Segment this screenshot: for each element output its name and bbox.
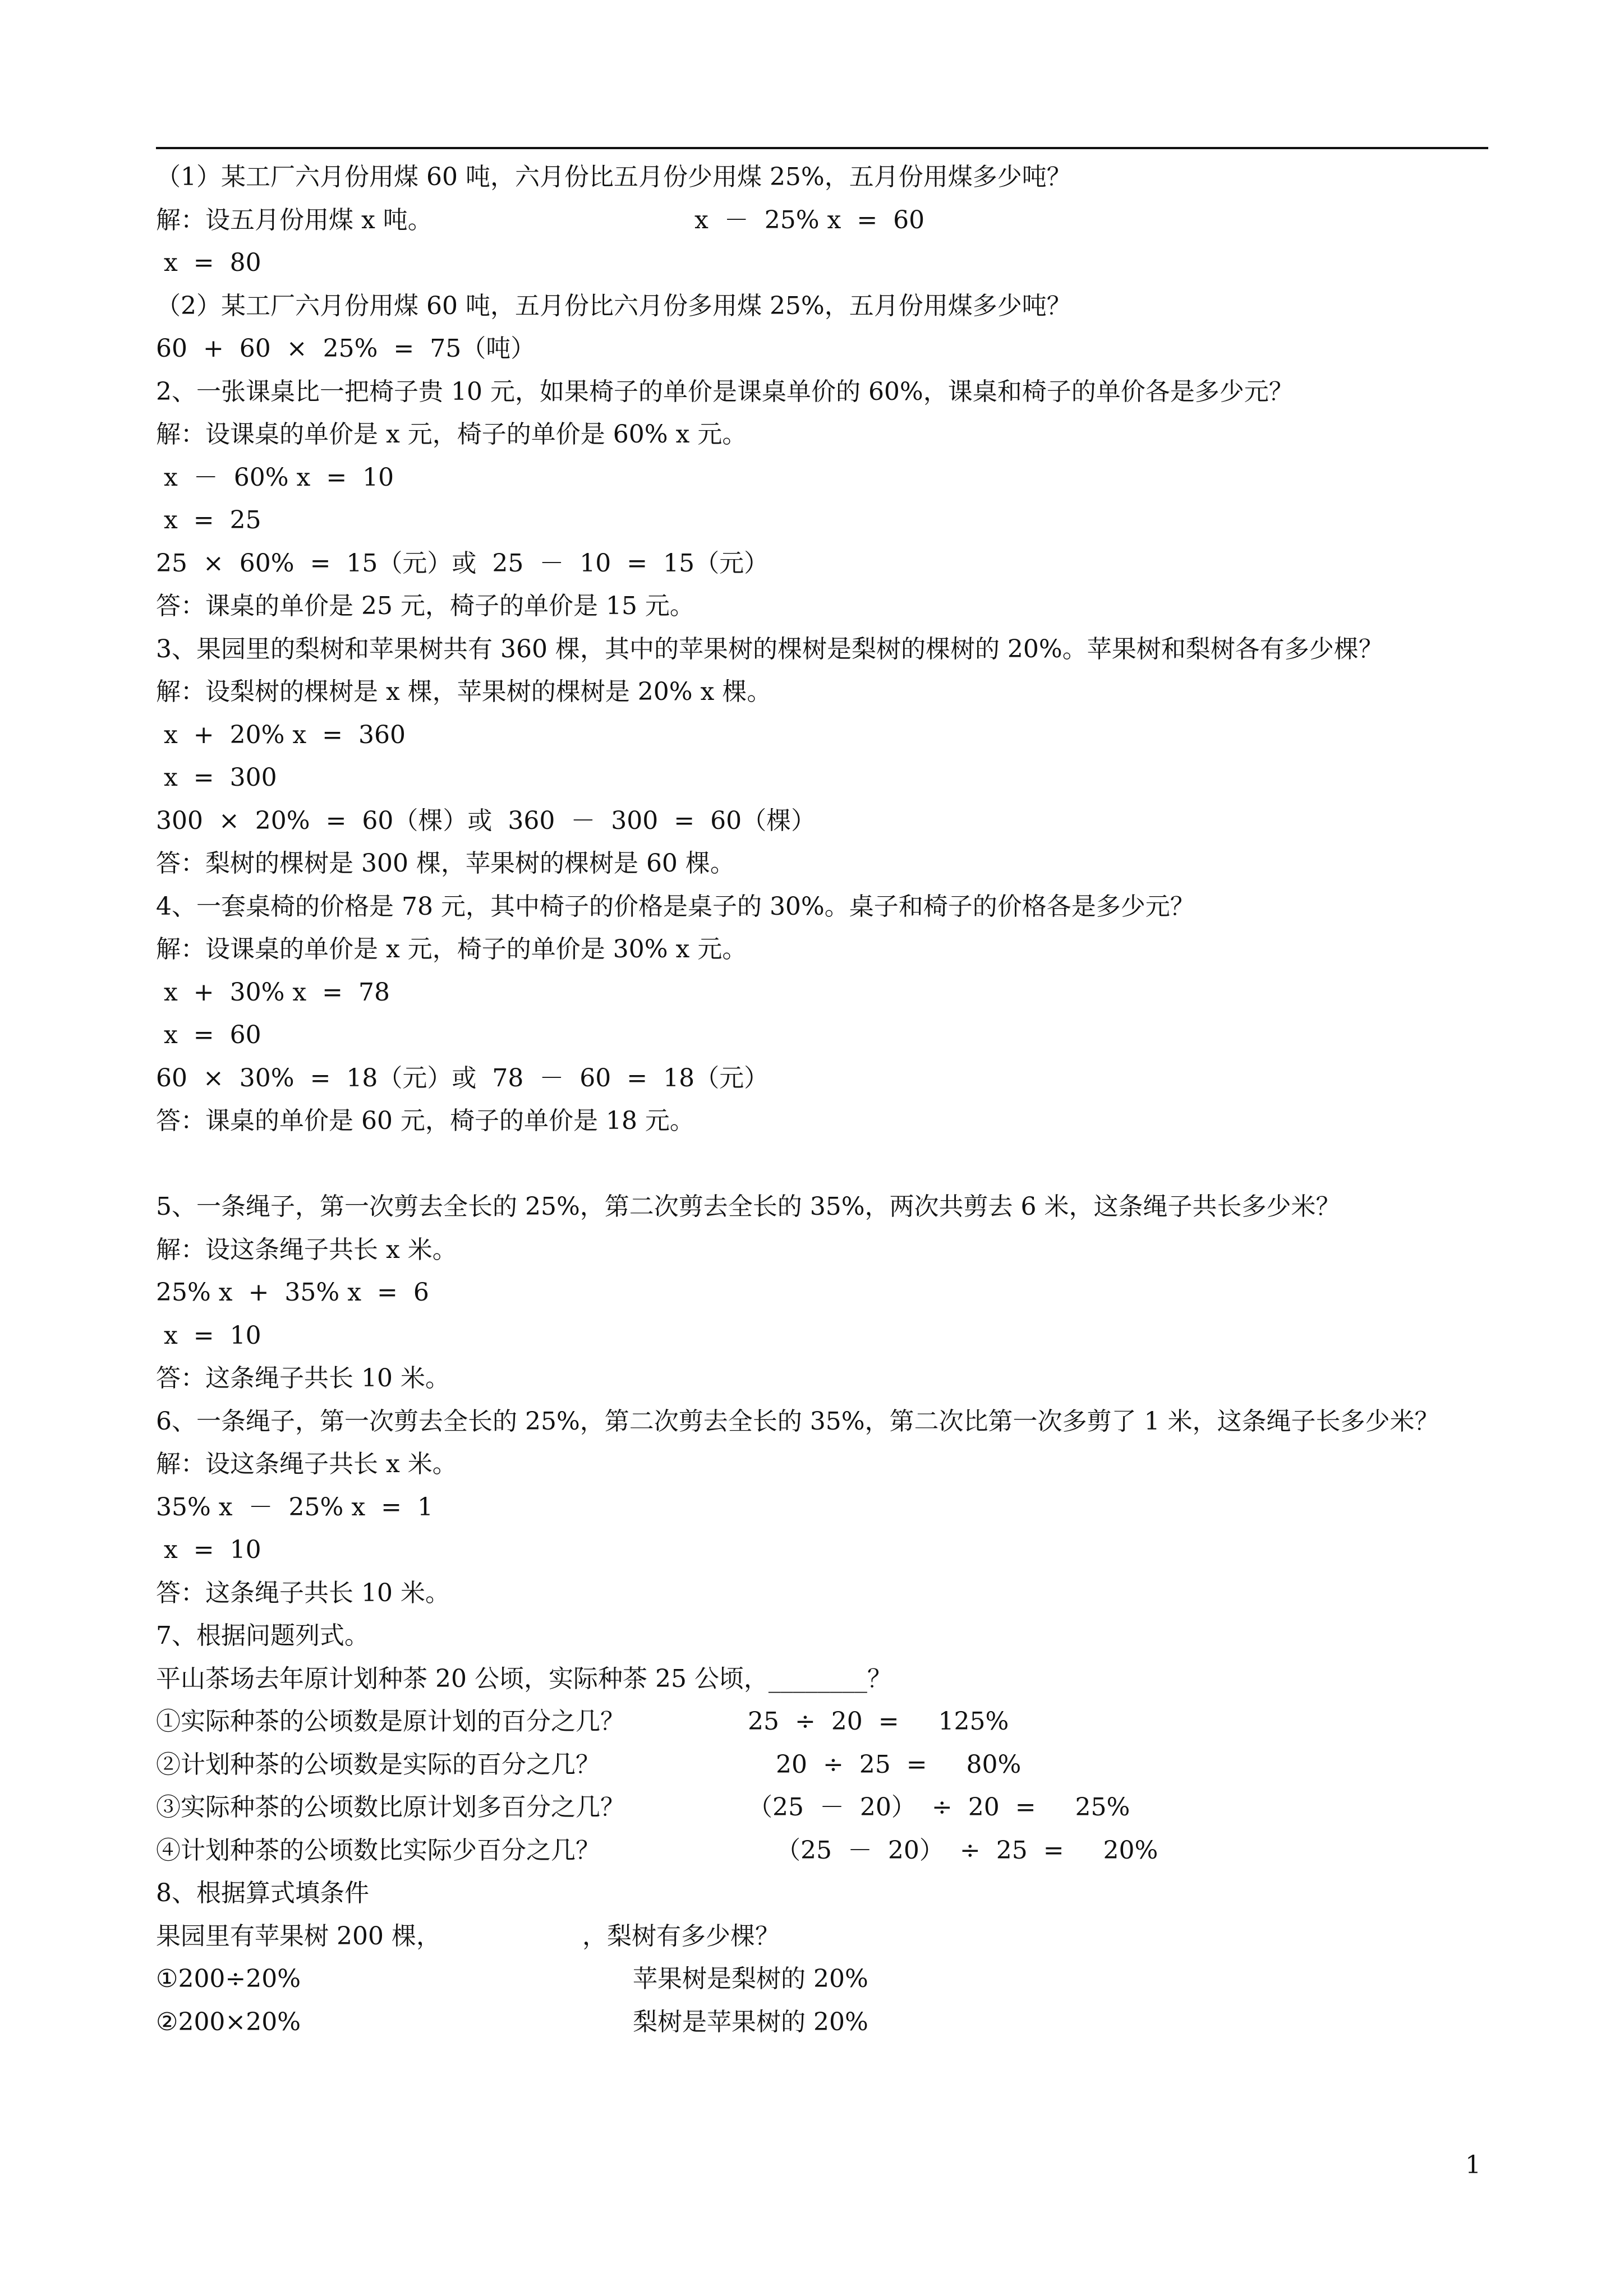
problem-2-x: x = 25 <box>156 506 261 534</box>
problem-7-item-1 <box>156 1700 1488 1744</box>
problem-3-x: x = 300 <box>156 763 277 792</box>
problem-4-calc: 60 × 30% = 18（元）或 78 － 60 = 18（元） <box>156 1063 769 1092</box>
item-formula: （25 － 20） ÷ 20 = 25% <box>748 1793 1130 1822</box>
problem-3-calc: 300 × 20% = 60（棵）或 360 － 300 = 60（棵） <box>156 806 816 835</box>
problem-2-question: 2、一张课桌比一把椅子贵 10 元，如果椅子的单价是课桌单价的 60%，课桌和椅子的单价各是多少元？ <box>156 377 1294 406</box>
solution-let: 解：设五月份用煤 x 吨。 <box>156 205 433 234</box>
problem-1-answer-x: x = 80 <box>156 248 261 277</box>
item-formula: 20 ÷ 25 = 80% <box>776 1750 1022 1779</box>
problem-5-equation: 25% x + 35% x = 6 <box>156 1278 429 1307</box>
problem-5-x: x = 10 <box>156 1321 261 1350</box>
problem-8-item-1 <box>156 1958 1488 2001</box>
item-question: ②计划种茶的公顷数是实际的百分之几？ <box>156 1750 600 1779</box>
item-formula: （25 － 20） ÷ 25 = 20% <box>776 1836 1158 1865</box>
problem-3-equation: x + 20% x = 360 <box>156 720 406 749</box>
problem-2-answer: 答：课桌的单价是 25 元，椅子的单价是 15 元。 <box>156 592 694 620</box>
problem-7-title: 7、根据问题列式。 <box>156 1621 369 1650</box>
problem-7-context: 平山茶场去年原计划种茶 20 公顷，实际种茶 25 公顷，________？ <box>156 1664 892 1693</box>
equation: x － 25% x = 60 <box>694 205 925 234</box>
problem-4-let: 解：设课桌的单价是 x 元，椅子的单价是 30% x 元。 <box>156 935 747 963</box>
problem-4-equation: x + 30% x = 78 <box>156 978 390 1007</box>
problem-2-equation: x － 60% x = 10 <box>156 463 394 492</box>
problem-7-item-3 <box>156 1786 1488 1829</box>
context-start: 果园里有苹果树 200 棵， <box>156 1921 441 1951</box>
problem-3-let: 解：设梨树的棵树是 x 棵，苹果树的棵树是 20% x 棵。 <box>156 677 772 706</box>
problem-6-equation: 35% x － 25% x = 1 <box>156 1492 433 1522</box>
problem-4-answer: 答：课桌的单价是 60 元，椅子的单价是 18 元。 <box>156 1106 694 1135</box>
problem-6-question: 6、一条绳子，第一次剪去全长的 25%，第二次剪去全长的 35%，第二次比第一次多剪了 1 米，这条绳子长多少米？ <box>156 1407 1439 1436</box>
problem-2-let: 解：设课桌的单价是 x 元，椅子的单价是 60% x 元。 <box>156 420 747 449</box>
problem-2-calc: 25 × 60% = 15（元）或 25 － 10 = 15（元） <box>156 548 769 578</box>
problem-5-question: 5、一条绳子，第一次剪去全长的 25%，第二次剪去全长的 35%，两次共剪去 6 米，这条绳子共长多少米？ <box>156 1192 1341 1221</box>
problem-8-context <box>156 1915 1488 1958</box>
item-condition: 梨树是苹果树的 20% <box>633 2007 868 2036</box>
problem-3-question: 3、果园里的梨树和苹果树共有 360 棵，其中的苹果树的棵树是梨树的棵树的 20%。苹果树和梨树各有多少棵？ <box>156 634 1383 663</box>
item-question: ④计划种茶的公顷数比实际少百分之几？ <box>156 1836 600 1865</box>
context-end: ，梨树有多少棵？ <box>582 1921 780 1951</box>
problem-1-calc: 60 + 60 × 25% = 75（吨） <box>156 334 536 363</box>
item-question: ①实际种茶的公顷数是原计划的百分之几？ <box>156 1707 625 1736</box>
item-formula: 25 ÷ 20 = 125% <box>748 1707 1009 1736</box>
document-body <box>156 156 1488 2044</box>
problem-7-item-4 <box>156 1829 1488 1873</box>
problem-4-x: x = 60 <box>156 1021 261 1049</box>
problem-8-title: 8、根据算式填条件 <box>156 1879 369 1907</box>
item-formula: ②200×20% <box>156 2007 301 2036</box>
problem-1-question-1: （1）某工厂六月份用煤 60 吨，六月份比五月份少用煤 25%，五月份用煤多少吨？ <box>156 163 1071 191</box>
problem-3-answer: 答：梨树的棵树是 300 棵，苹果树的棵树是 60 棵。 <box>156 849 735 878</box>
problem-8-item-2 <box>156 2001 1488 2044</box>
item-formula: ①200÷20% <box>156 1965 301 1993</box>
page-number: 1 <box>1465 2151 1481 2179</box>
problem-7-item-2 <box>156 1744 1488 1787</box>
problem-6-answer: 答：这条绳子共长 10 米。 <box>156 1578 450 1607</box>
item-question: ③实际种茶的公顷数比原计划多百分之几？ <box>156 1793 625 1822</box>
problem-5-answer: 答：这条绳子共长 10 米。 <box>156 1364 450 1393</box>
problem-4-question: 4、一套桌椅的价格是 78 元，其中椅子的价格是桌子的 30%。桌子和椅子的价格各是多少元？ <box>156 892 1195 921</box>
problem-5-let: 解：设这条绳子共长 x 米。 <box>156 1235 457 1264</box>
problem-1-question-2: （2）某工厂六月份用煤 60 吨，五月份比六月份多用煤 25%，五月份用煤多少吨？ <box>156 291 1071 320</box>
item-condition: 苹果树是梨树的 20% <box>633 1965 868 1993</box>
problem-6-x: x = 10 <box>156 1536 261 1564</box>
problem-1-solution-setup <box>156 199 1488 242</box>
header-rule <box>156 147 1488 149</box>
spacer <box>156 1143 1488 1186</box>
problem-6-let: 解：设这条绳子共长 x 米。 <box>156 1450 457 1478</box>
